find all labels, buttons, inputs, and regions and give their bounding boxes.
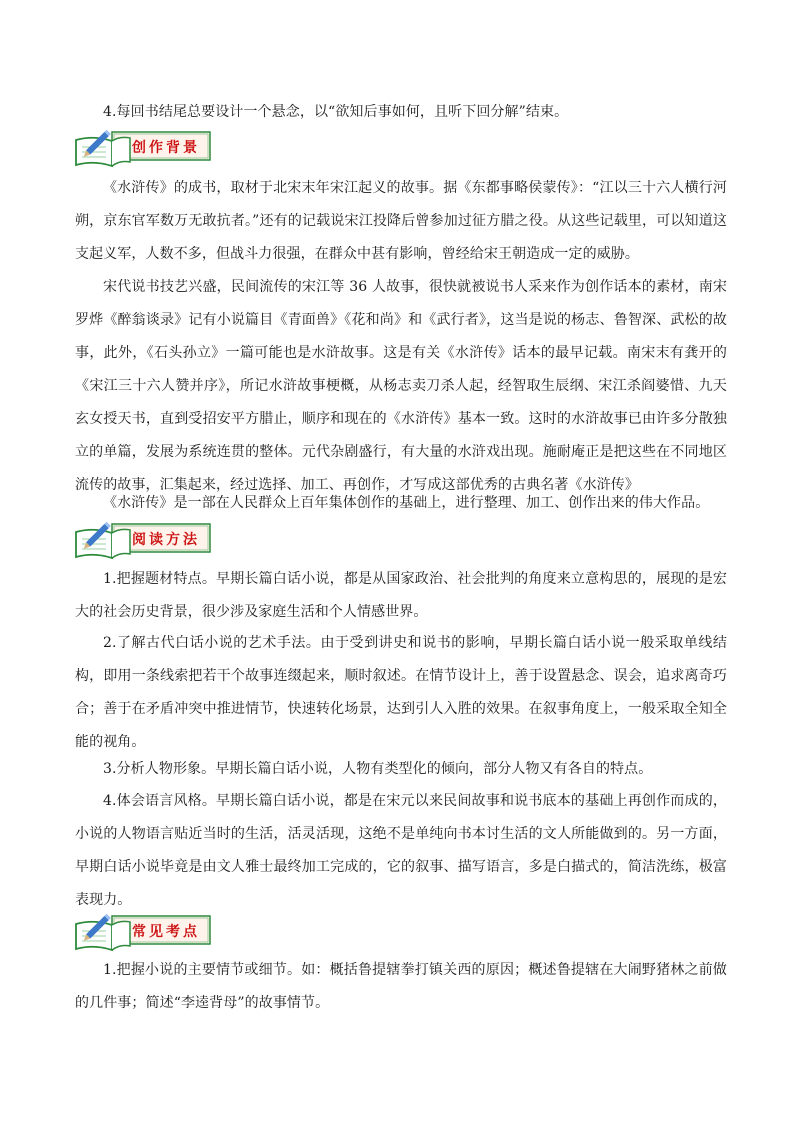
section-title: 常见考点 bbox=[132, 924, 200, 940]
paragraph-background-3: 《水浒传》是一部在人民群众上百年集体创作的基础上，进行整理、加工、创作出来的伟大作品。 bbox=[103, 495, 710, 511]
section-header-common-exam-points bbox=[74, 910, 214, 952]
paragraph-method-1: 1.把握题材特点。早期长篇白话小说，都是从国家政治、社会批判的角度来立意构思的，展现的是宏大的社会历史背景，很少涉及家庭生活和个人情感世界。 bbox=[75, 571, 727, 620]
section-header-reading-method bbox=[74, 518, 214, 560]
paragraph-exam-1: 1.把握小说的主要情节或细节。如：概括鲁提辖拳打镇关西的原因；概述鲁提辖在大闹野猪林之前做的几件事；简述“李逵背母”的故事情节。 bbox=[75, 962, 727, 1011]
section-header-creation-background bbox=[74, 126, 214, 168]
paragraph-background-2: 宋代说书技艺兴盛，民间流传的宋江等 36 人故事，很快就被说书人采来作为创作话本的素材，南宋罗烨《醉翁谈录》记有小说篇目《青面兽》《花和尚》和《武行者》，这当是说的杨志、鲁智深、武松的故事，此外，《石头孙立》一篇可能也是水浒故事。这是有关《水浒传》话本的最早记载。南宋末有龚开的《宋江三十六人赞并序》，所记水浒故事梗概，从杨志卖刀杀人起，经智取生辰纲、宋江杀阎婆惜、九天玄女授天书，直到受招安平方腊止，顺序和现在的《水浒传》基本一致。这时的水浒故事已由许多分散独立的单篇，发展为系统连贯的整体。元代杂剧盛行，有大量的水浒戏出现。施耐庵正是把这些在不同地区流传的故事，汇集起来，经过选择、加工、再创作，才写成这部优秀的古典名著《水浒传》 bbox=[75, 279, 727, 493]
paragraph-background-1: 《水浒传》的成书，取材于北宋末年宋江起义的故事。据《东都事略侯蒙传》：“江以三十六人横行河朔，京东官军数万无敢抗者。”还有的记载说宋江投降后曾参加过征方腊之役。从这些记载里，可以知道这支起义军，人数不多，但战斗力很强，在群众中甚有影响，曾经给宋王朝造成一定的威胁。 bbox=[75, 180, 727, 262]
paragraph-method-4: 4.体会语言风格。早期长篇白话小说，都是在宋元以来民间故事和说书底本的基础上再创作而成的，小说的人物语言贴近当时的生活，活灵活现，这绝不是单纯向书本讨生活的文人所能做到的。另一方面，早期白话小说毕竟是由文人雅士最终加工完成的，它的叙事、描写语言，多是白描式的，简洁洗练，极富表现力。 bbox=[75, 793, 727, 908]
paragraph-intro-4: 4.每回书结尾总要设计一个悬念，以“欲知后事如何，且听下回分解”结束。 bbox=[103, 104, 569, 120]
paragraph-method-3: 3.分析人物形象。早期长篇白话小说，人物有类型化的倾向，部分人物又有各自的特点。 bbox=[103, 761, 653, 777]
paragraph-method-2: 2.了解古代白话小说的艺术手法。由于受到讲史和说书的影响，早期长篇白话小说一般采取单线结构，即用一条线索把若干个故事连缀起来，顺时叙述。在情节设计上，善于设置悬念、误会，追求离奇巧合；善于在矛盾冲突中推进情节，快速转化场景，达到引人入胜的效果。在叙事角度上，一般采取全知全能的视角。 bbox=[75, 635, 727, 750]
section-title: 创作背景 bbox=[132, 140, 200, 156]
section-title: 阅读方法 bbox=[132, 532, 200, 548]
